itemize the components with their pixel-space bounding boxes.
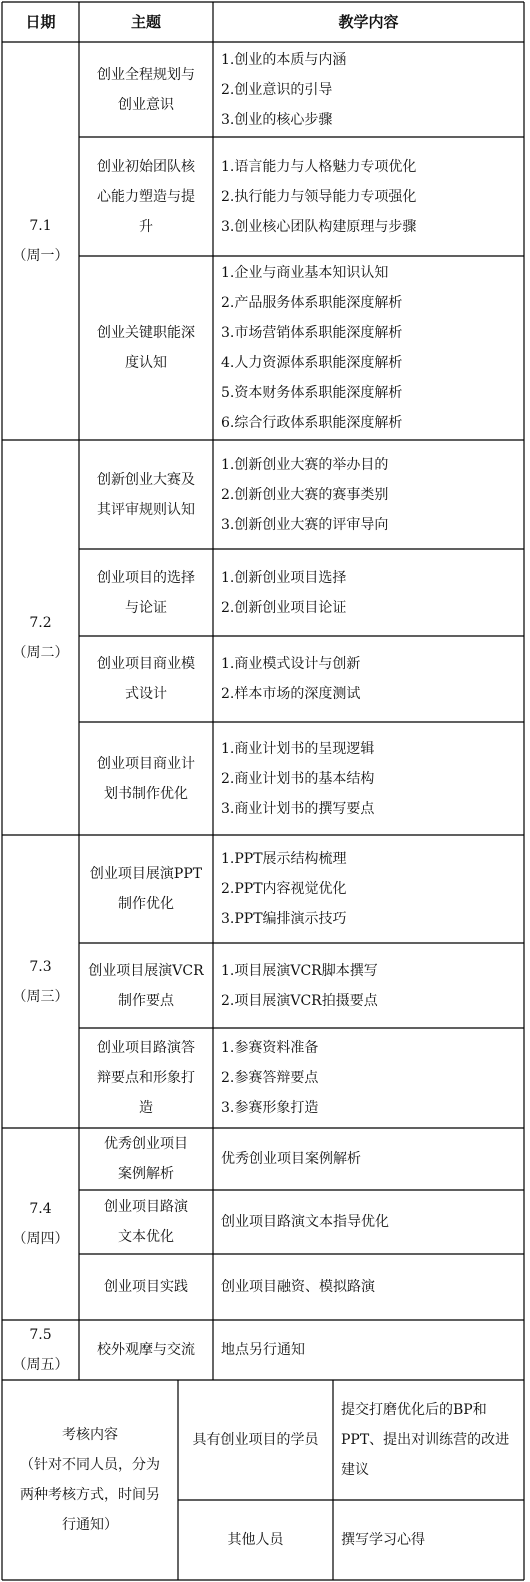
- topic-content-line: 优秀创业项目案例解析: [221, 1151, 361, 1167]
- topic-title-line: 创业项目路演答: [97, 1040, 195, 1056]
- topic-content: [213, 1254, 524, 1320]
- topic-title-line: 案例解析: [118, 1166, 174, 1182]
- topic-content: [213, 1320, 524, 1380]
- day-cell-line: 7.2: [29, 614, 52, 631]
- topic-content-line: 3.PPT编排演示技巧: [221, 911, 347, 927]
- topic-content: [213, 549, 524, 636]
- topic-content-line: 1.项目展演VCR脚本撰写: [221, 962, 378, 979]
- topic-title: [79, 1320, 213, 1380]
- topic-content: [213, 440, 524, 549]
- topic-title: [79, 1254, 213, 1320]
- topic-title-line: 创业关键职能深: [97, 325, 195, 341]
- topic-content-line: 1.商业计划书的呈现逻辑: [221, 740, 375, 757]
- topic-title-line: 创业项目展演PPT: [89, 866, 203, 882]
- topic-title-line: 创业全程规划与: [97, 66, 195, 83]
- topic-content-line: 2.创新创业项目论证: [221, 599, 347, 616]
- topic-content-line: 1.企业与商业基本知识认知: [221, 265, 389, 281]
- topic-title-line: 创业项目实践: [104, 1279, 188, 1295]
- topic-content-line: 2.产品服务体系职能深度解析: [221, 295, 403, 311]
- topic-content-line: 3.市场营销体系职能深度解析: [221, 325, 403, 341]
- assessment-requirement: [333, 1380, 524, 1500]
- assessment-requirement: [333, 1500, 524, 1580]
- assessment-label-line: 行通知）: [62, 1517, 118, 1533]
- assessment-label: [2, 1380, 178, 1580]
- topic-title-line: 创业意识: [118, 96, 174, 113]
- topic-content-line: 2.项目展演VCR拍摄要点: [221, 992, 378, 1009]
- topic-content: [213, 943, 524, 1028]
- assessment-label-line: 两种考核方式，时间另: [20, 1487, 160, 1503]
- topic-title: [79, 835, 213, 943]
- topic-title-line: 创业项目的选择: [97, 569, 195, 586]
- topic-content: [213, 137, 524, 256]
- day-cell-line: （周五）: [12, 1357, 69, 1373]
- topic-content-line: 创业项目路演文本指导优化: [221, 1214, 389, 1230]
- topic-content-line: 2.样本市场的深度测试: [221, 686, 361, 702]
- day-cell-line: 7.5: [29, 1327, 52, 1343]
- header-content-line: 教学内容: [338, 13, 399, 31]
- topic-content-line: 1.创新创业大赛的举办目的: [221, 456, 389, 473]
- topic-title: [79, 1028, 213, 1128]
- day-cell-line: 7.3: [29, 958, 52, 975]
- topic-content: [213, 722, 524, 835]
- assessment-label-line: （针对不同人员，分为: [20, 1457, 160, 1473]
- topic-title-line: 与论证: [125, 599, 167, 616]
- topic-content-line: 2.商业计划书的基本结构: [221, 770, 375, 787]
- day-cell: [2, 42, 79, 440]
- topic-content-line: 1.参赛资料准备: [221, 1040, 319, 1056]
- assessment-target: [178, 1380, 333, 1500]
- topic-content-line: 1.商业模式设计与创新: [221, 656, 361, 672]
- topic-title-line: 创业项目路演: [104, 1199, 188, 1215]
- topic-content-line: 3.创业的核心步骤: [221, 111, 333, 128]
- topic-content-line: 2.PPT内容视觉优化: [221, 881, 347, 897]
- topic-title-line: 其评审规则认知: [97, 501, 195, 518]
- assessment-target-line: 具有创业项目的学员: [192, 1432, 319, 1448]
- day-cell: [2, 1320, 79, 1380]
- assessment-requirement-line: 建议: [341, 1462, 369, 1478]
- assessment-target: [178, 1500, 333, 1580]
- topic-content: [213, 1128, 524, 1190]
- topic-content-line: 1.创新创业项目选择: [221, 569, 347, 586]
- topic-title-line: 制作优化: [118, 896, 174, 912]
- day-cell-line: 7.1: [29, 218, 52, 234]
- topic-content-line: 4.人力资源体系职能深度解析: [221, 355, 403, 371]
- topic-title-line: 优秀创业项目: [104, 1136, 188, 1152]
- topic-title: [79, 722, 213, 835]
- topic-content-line: 1.PPT展示结构梳理: [221, 851, 347, 867]
- topic-content: [213, 256, 524, 440]
- topic-content: [213, 1028, 524, 1128]
- topic-title: [79, 1128, 213, 1190]
- topic-title: [79, 636, 213, 722]
- topic-title-line: 创业初始团队核: [97, 158, 195, 175]
- topic-title: [79, 549, 213, 636]
- assessment-label-line: 考核内容: [62, 1427, 118, 1443]
- topic-content: [213, 42, 524, 137]
- topic-title-line: 创业项目商业计: [97, 755, 195, 772]
- day-cell-line: 7.4: [29, 1201, 52, 1217]
- topic-title-line: 度认知: [125, 355, 167, 371]
- topic-title-line: 创新创业大赛及: [97, 471, 195, 488]
- topic-title-line: 辩要点和形象打: [97, 1070, 195, 1086]
- assessment-requirement-line: PPT、提出对训练营的改进: [341, 1432, 510, 1448]
- topic-content-line: 3.创业核心团队构建原理与步骤: [221, 218, 417, 235]
- day-cell-line: （周三）: [12, 988, 69, 1005]
- topic-title-line: 创业项目展演VCR: [88, 962, 204, 979]
- header-content: [213, 2, 524, 42]
- topic-title: [79, 42, 213, 137]
- assessment-requirement-line: 撰写学习心得: [341, 1532, 425, 1548]
- topic-content-line: 2.参赛答辩要点: [221, 1070, 319, 1086]
- topic-content-line: 3.商业计划书的撰写要点: [221, 800, 375, 817]
- topic-title-line: 制作要点: [118, 992, 174, 1009]
- assessment-target-line: 其他人员: [227, 1532, 284, 1548]
- topic-content-line: 5.资本财务体系职能深度解析: [221, 385, 403, 401]
- day-cell-line: （周一）: [12, 248, 69, 264]
- topic-content: [213, 835, 524, 943]
- topic-title-line: 造: [139, 1100, 153, 1116]
- topic-content-line: 6.综合行政体系职能深度解析: [221, 415, 403, 431]
- topic-content: [213, 636, 524, 722]
- topic-content-line: 地点另行通知: [221, 1342, 305, 1358]
- header-date: [2, 2, 79, 42]
- header-topic: [79, 2, 213, 42]
- header-date-line: 日期: [25, 13, 56, 31]
- day-cell: [2, 1128, 79, 1320]
- topic-title-line: 式设计: [125, 686, 167, 702]
- topic-title-line: 升: [139, 218, 153, 235]
- topic-content: [213, 1190, 524, 1254]
- topic-content-line: 1.语言能力与人格魅力专项优化: [221, 158, 417, 175]
- topic-title-line: 划书制作优化: [104, 785, 188, 802]
- topic-content-line: 创业项目融资、模拟路演: [221, 1279, 375, 1295]
- topic-title-line: 校外观摩与交流: [97, 1342, 195, 1358]
- topic-title: [79, 943, 213, 1028]
- day-cell: [2, 440, 79, 835]
- topic-title-line: 文本优化: [118, 1229, 174, 1245]
- topic-title: [79, 137, 213, 256]
- topic-title: [79, 256, 213, 440]
- topic-content-line: 2.执行能力与领导能力专项强化: [221, 188, 417, 205]
- day-cell-line: （周四）: [12, 1231, 69, 1247]
- topic-title: [79, 1190, 213, 1254]
- topic-content-line: 3.创新创业大赛的评审导向: [221, 516, 389, 533]
- assessment-requirement-line: 提交打磨优化后的BP和: [341, 1402, 487, 1418]
- topic-content-line: 3.参赛形象打造: [221, 1100, 319, 1116]
- topic-title-line: 创业项目商业模: [97, 656, 195, 672]
- day-cell-line: （周二）: [12, 644, 69, 661]
- topic-title: [79, 440, 213, 549]
- topic-content-line: 2.创新创业大赛的赛事类别: [221, 486, 389, 503]
- topic-title-line: 心能力塑造与提: [97, 188, 195, 205]
- topic-content-line: 1.创业的本质与内涵: [221, 51, 347, 68]
- topic-content-line: 2.创业意识的引导: [221, 81, 333, 98]
- day-cell: [2, 835, 79, 1128]
- header-topic-line: 主题: [130, 13, 161, 31]
